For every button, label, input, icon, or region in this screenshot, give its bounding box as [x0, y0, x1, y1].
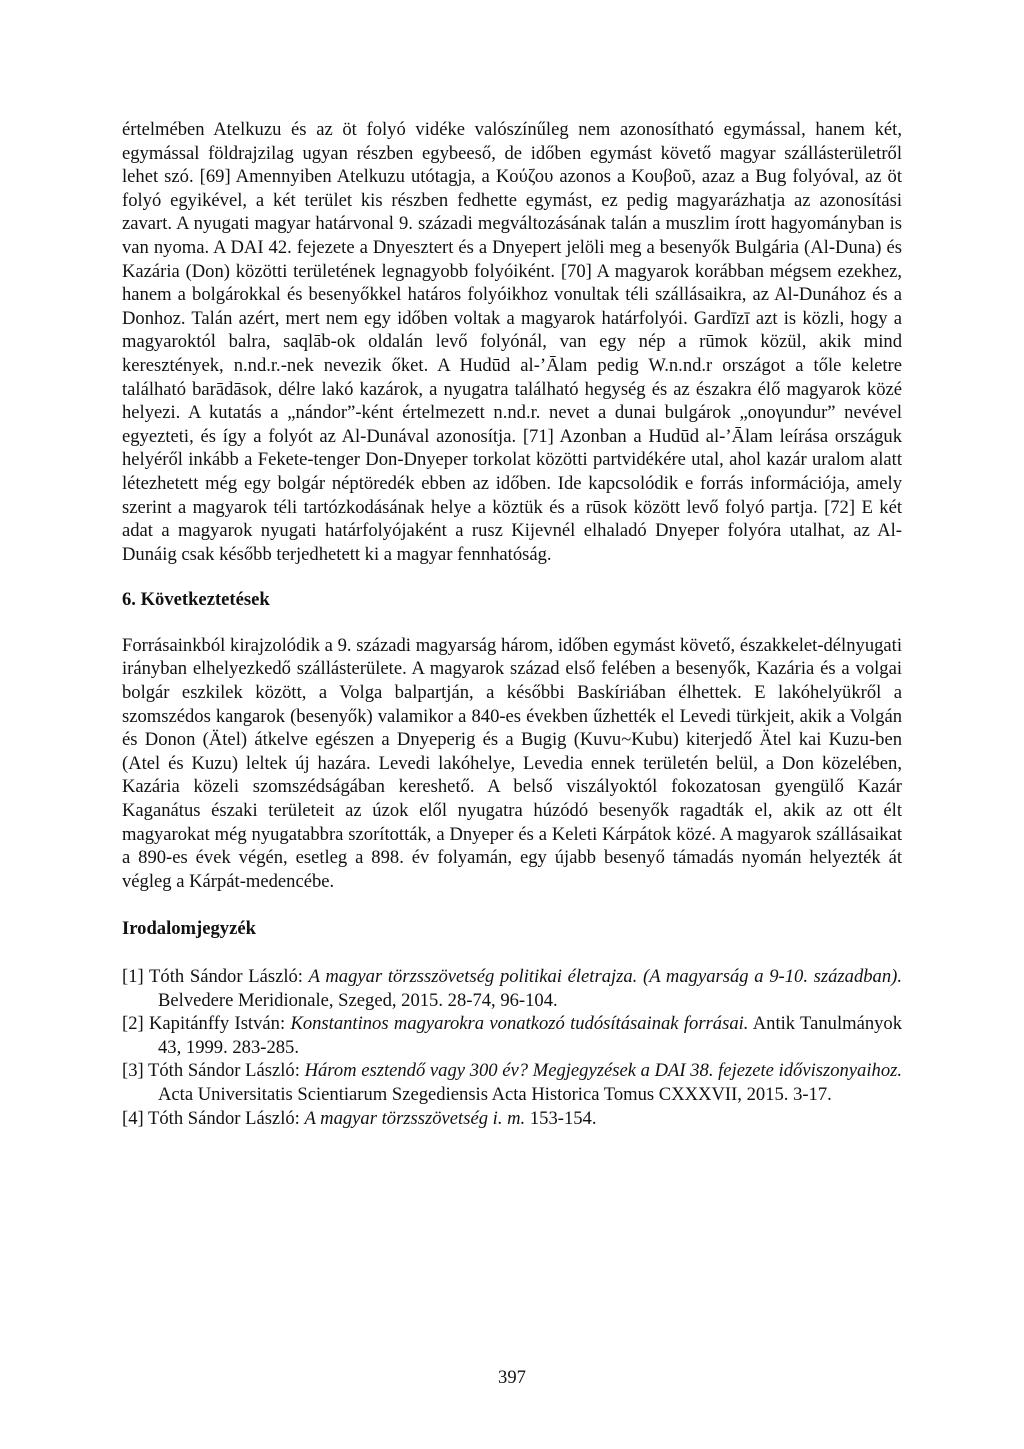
reference-item: [122, 965, 902, 1012]
reference-number: [1]: [122, 966, 144, 987]
reference-details: Belvedere Meridionale, Szeged, 2015. 28-74, 96-104.: [158, 989, 558, 1011]
page-number: 397: [498, 1367, 526, 1388]
page-body: [122, 118, 902, 1130]
reference-item: [122, 1059, 902, 1106]
reference-title: A magyar törzsszövetség i. m.: [304, 1107, 526, 1129]
reference-number: [3]: [122, 1060, 144, 1082]
reference-author: Tóth Sándor László:: [148, 1060, 300, 1082]
reference-author: Tóth Sándor László:: [148, 1107, 300, 1129]
reference-item: [122, 1107, 902, 1131]
reference-number: [4]: [122, 1107, 144, 1129]
body-paragraph: értelmében Atelkuzu és az öt folyó vidéke valószínűleg nem azonosítható egymással, hanem két, egymással földrajzilag ugyan részben egybeeső, de időben egymást követő magyar szállásterületről lehet szó. [69] Amennyiben Atelkuzu utótagja, a Κούζου azonos a Κουβοῦ, azaz a Bug folyóval, az öt folyó egyikével, a két terület kis részben fedhette egymást, ez pedig magyarázhatja az azonosítási zavart. A nyugati magyar határvonal 9. századi megváltozásának talán a muszlim írott hagyományban is van nyoma. A DAI 42. fejezete a Dnyesztert és a Dnyepert jelöli meg a besenyők Bulgária (Al-Duna) és Kazária (Don) közötti területének legnagyobb folyóiként. [70] A magyarok korábban mégsem ezekhez, hanem a bolgárokkal és besenyőkkel határos folyóikhoz vonultak téli szállásaikra, az Al-Dunához és a Donhoz. Talán azért, mert nem egy időben voltak a magyarok határfolyói. Gardīzī azt is közli, hogy a magyaroktól balra, saqlāb-ok oldalán levő folyónál, van egy nép a rūmok közül, akik mind keresztények, n.nd.r.-nek nevezik őket. A Hudūd al-’Ālam pedig W.n.nd.r országot a tőle keletre található barādāsok, délre lakó kazárok, a nyugatra található hegység és az északra élő magyarok közé helyezi. A kutatás a „nándor”-ként értelmezett n.nd.r. nevet a dunai bulgárok „onoγundur” nevével egyezteti, és így a folyót az Al-Dunával azonosítja. [71] Azonban a Hudūd al-’Ālam leírása országuk helyéről inkább a Fekete-tenger Don-Dnyeper torkolat közötti partvidékére utal, ahol kazár uralom alatt létezhetett még egy bolgár néptöredék ebben az időben. Ide kapcsolódik e forrás információja, amely szerint a magyarok téli tartózkodásának helye a köztük és a rūsok között levő folyó partja. [72] E két adat a magyarok nyugati határfolyójaként a rusz Kijevnél elhaladó Dnyeper folyóra utalhat, az Al-Dunáig csak később terjedhetett ki a magyar fennhatóság.: [122, 119, 902, 565]
reference-author: Kapitánffy István:: [149, 1013, 286, 1035]
section-heading-conclusions: 6. Következtetések: [122, 589, 270, 611]
reference-item: [122, 1012, 902, 1059]
reference-list: [122, 965, 902, 1130]
reference-details: Acta Universitatis Scientiarum Szegediensis Acta Historica Tomus CXXXVII, 2015. 3-17.: [158, 1083, 832, 1105]
reference-title: Három esztendő vagy 300 év? Megjegyzések a DAI 38. fejezete időviszonyaihoz.: [304, 1060, 902, 1082]
conclusions-paragraph: Forrásainkból kirajzolódik a 9. századi magyarság három, időben egymást követő, északkelet-délnyugati irányban elhelyezkedő szállásterülete. A magyarok század első felében a besenyők, Kazária és a volgai bolgár eszkilek között, a Volga balpartján, a későbbi Baskíriában élhettek. E lakóhelyükről a szomszédos kangarok (besenyők) valamikor a 840-es években űzhették el Levedi türkjeit, akik a Volgán és Donon (Ätel) átkelve egészen a Dnyeperig és a Bugig (Kuvu~Kubu) kiterjedő Ätel kai Kuzu-ben (Atel és Kuzu) leltek új hazára. Levedi lakóhelye, Levedia ennek területén belül, a Don közelében, Kazária közeli szomszédságában kereshető. A belső viszályoktól fokozatosan gyengülő Kazár Kaganátus északi területeit az úzok elől nyugatra húzódó besenyők ragadták el, akik az ott élt magyarokat még nyugatabbra szorították, a Dnyeper és a Keleti Kárpátok közé. A magyarok szállásaikat a 890-es évek végén, esetleg a 898. év folyamán, egy újabb besenyő támadás nyomán helyezték át végleg a Kárpát-medencébe.: [122, 634, 902, 892]
reference-details: 153-154.: [529, 1107, 597, 1129]
reference-title: Konstantinos magyarokra vonatkozó tudósításainak forrásai.: [290, 1013, 749, 1035]
reference-number: [2]: [122, 1013, 144, 1035]
section-heading-bibliography: Irodalomjegyzék: [122, 918, 256, 940]
reference-details: Antik Tanulmányok 43, 1999. 283-285.: [158, 1013, 903, 1058]
reference-title: A magyar törzsszövetség politikai életrajza. (A magyarság a 9-10. században).: [308, 966, 902, 987]
reference-author: Tóth Sándor László:: [149, 966, 303, 987]
